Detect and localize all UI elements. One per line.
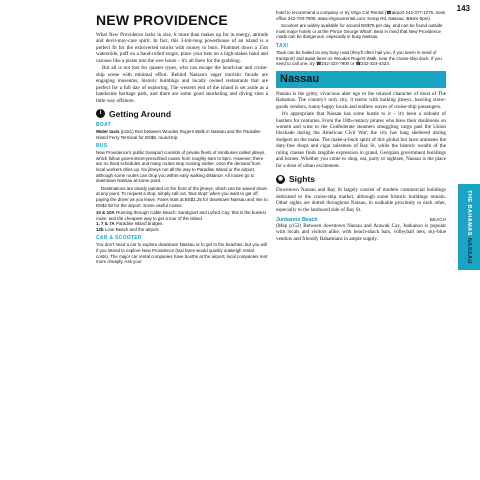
car-continued-paragraph: hotel to recommend a company or try Virgo Car Rental (☎airport 242-377-1275, main office 242-793-7900; www.virgocarrental.com; Kemp Rd, Nassau; ⊗9am-5pm).	[276, 10, 446, 21]
route-description: Love Beach and the airport.	[104, 226, 160, 232]
getting-around-title: Getting Around	[109, 108, 172, 119]
boat-text	[96, 129, 268, 140]
boat-description: (p151) Run between Woodes Rogers Walk in Nassau and the Paradise Island Ferry Terminal for BS$8, round-trip.	[96, 128, 261, 140]
taxi-text	[276, 50, 446, 67]
listing-type: BEACH	[429, 217, 446, 222]
bus-subheading: BUS	[96, 143, 108, 150]
info-icon: i	[96, 109, 105, 118]
getting-around-heading	[96, 109, 268, 119]
nassau-paragraph: Nassau is the gritty, vivacious alter ego to the relaxed character of most of The Bahamas. The country's only city, it teems with barking jitneys, bawling straw-goods vendors, runny-happy locals and endless waves of cruise-ship passengers.	[276, 90, 446, 110]
bus-paragraph: Destinations are clearly painted on the front of the jitneys, which can be waved down at any point. To request a stop, simply call out, 'Bus stop!' when you want to get off, paying the driver as you leave. Fares start at BS$1.25 for downtown Nassau and rise to BS$2.50 for the airport. Some useful routes:	[96, 185, 268, 208]
listing-name[interactable]: Junkanoo Beach	[276, 217, 318, 223]
boat-name: Water taxis	[96, 128, 120, 134]
nassau-text	[276, 91, 446, 169]
sights-heading	[276, 174, 446, 184]
route-description: Paradise Island bridges.	[115, 221, 164, 227]
car-subheading: CAR & SCOOTER	[96, 235, 142, 242]
route-number: 10 & 10A	[96, 210, 115, 216]
car-paragraph: You don't need a car to explore downtown Nassau or to get to the beaches, but you will if you intend to explore New Providence (taxi fares would quickly outweigh rental costs). The major car rental companies have booths at the airport; local companies rent more cheaply. Ask your	[96, 242, 268, 265]
route-description: Running through Cable Beach; Sandyport and Lyford Cay; this is the busiest route, and the cheapest way to get a tour of the island.	[96, 210, 266, 221]
bus-text	[96, 150, 268, 232]
route-number: 1, 7 & 7A	[96, 221, 115, 227]
side-tab-region: THE BAHAMAS	[466, 190, 472, 236]
scooter-paragraph: Scooters are widely available for around BS$75 per day, and can be found outside most major hotels or at the Prince George Wharf. Bear in mind that New Providence roads can be dangerous, especially in busy Nassau.	[276, 23, 443, 40]
intro-paragraph: But all is not lost for quieter types, who can escape the beach-bar and cruise-ship scene with minimal effort. Behind Nassau's eager touristic facade are engaging museums, historic buildings and locally owned restaurants that are perfect for a full day of exploring. The western end of the island is set aside as a handsome heritage park, and there are some good snorkeling and diving sites a little way offshore.	[96, 65, 268, 104]
eye-icon: ◉	[277, 175, 284, 182]
route-number: 12b	[96, 226, 104, 232]
taxi-subheading: TAXI	[276, 42, 289, 49]
intro-text	[96, 32, 268, 104]
nassau-paragraph: It's appropriate that Nassau has some hustle to it – it's been a redoubt of hustlers for centuries. From the 18th-century pirates who blew their doubloons on women and wine to the Confederate steamers smuggling cargo past the Union blockade during the American Civil War; the city has long sheltered daring dodgers on the make. The make-a-buck spirit of this global hot lawn animates the duty-free shops and cigar salesmen of Bay St, while the historic wealth of the ruling classes finds tangible expression in grand, Georgian government buildings and homes. Whether you come to shop, eat, party or sightsee, Nassau is the place for a dose of urban excitement.	[276, 111, 446, 169]
side-tab-place: NASSAU	[466, 237, 472, 264]
boat-subheading: BOAT	[96, 121, 111, 128]
car-text	[96, 242, 268, 264]
page-number: 143	[456, 4, 470, 13]
listing-description: (Map p152) Between downtown Nassau and Arawak Cay, Junkanoo is popular with locals and visitors alike, with beach-shack bars, volleyball nets, sky-blue vendors and friendly Bahamians in ample supply.	[276, 223, 446, 242]
right-column	[276, 10, 446, 480]
bus-paragraph: New Providence's public transport consists of private fleets of minibuses called jitneys, which follow government-prescribed routes from roughly 6am to 8pm. However, there are no fixed schedules and many routes stop running earlier, once the demand from local workers dries up. No jitneys run all the way to Paradise Island or the airport, although some routes can drop you within easy walking distance. All routes go to downtown Nassau at some point.	[96, 150, 266, 184]
region-title: NEW PROVIDENCE	[96, 12, 228, 28]
nassau-section-heading: Nassau	[276, 71, 446, 88]
sights-text	[276, 187, 446, 213]
listing-text	[276, 223, 446, 242]
intro-paragraph: What New Providence lacks in size, it more than makes up for in energy, attitude and devil-may-care spirit. In fact, this 3-km-long powerhouse of an island is a perfect fit for the extroverted tourist with money to burn. Plummet down a 15m waterslide, puff on a hand-rolled stogie, place your bets on a high-stakes hand and carouse like a pirate into the wee hours – it's all there for the grabbing.	[96, 32, 268, 64]
car-continued	[276, 10, 446, 40]
sights-title: Sights	[289, 174, 315, 185]
chapter-side-tab	[458, 184, 480, 270]
taxi-paragraph: Taxis can be hailed on any busy road (they'll often hail you, if you seem in need of transport) and await fares on Woodes Rogers Walk, near the cruise-ship dock. If you need to call one, try ☎242-323-7900 or ☎242-323-4323.	[276, 49, 442, 67]
left-column	[96, 10, 268, 480]
sights-paragraph: Downtown Nassau and Bay St largely consist of modern commercial buildings dedicated to the cruise-ship market, although some historic buildings remain. Other sights are dotted throughout Nassau, in walkable proximity to each other, especially to the landward side of Bay St.	[276, 187, 446, 213]
